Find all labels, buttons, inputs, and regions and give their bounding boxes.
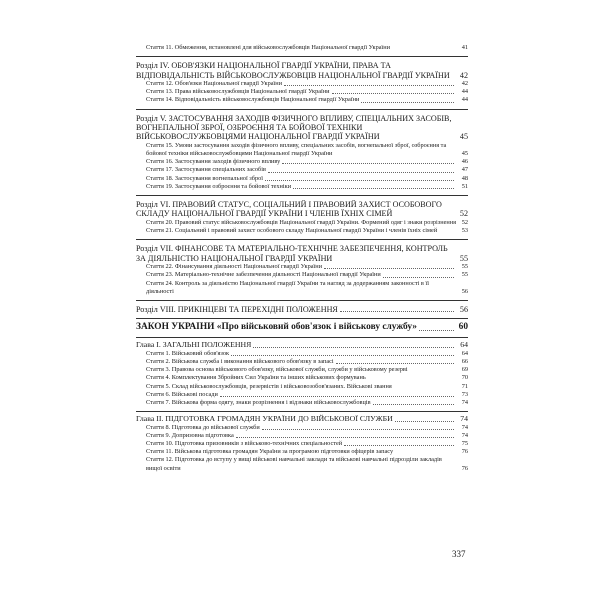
table-of-contents — [136, 44, 468, 473]
toc-article-text: Стаття 5. Склад військовослужбовців, резервістів і військовозобов'язаних. Військові звання — [146, 382, 392, 390]
toc-article — [136, 142, 468, 158]
toc-chapter-title: Глава I. ЗАГАЛЬНІ ПОЛОЖЕННЯ — [136, 340, 252, 350]
toc-section-7 — [136, 244, 468, 263]
toc-page-number: 44 — [461, 96, 468, 104]
dot-leader — [332, 93, 454, 94]
toc-article — [136, 183, 468, 191]
toc-page-number: 51 — [461, 182, 468, 190]
dot-leader — [236, 437, 454, 438]
toc-article — [136, 219, 468, 227]
dot-leader — [231, 355, 454, 356]
toc-page-number: 45 — [461, 150, 468, 158]
toc-chapter-1 — [136, 340, 468, 349]
toc-page-number: 74 — [461, 398, 468, 406]
toc-page-number: 42 — [459, 70, 468, 80]
toc-article-text: Стаття 21. Соціальний і правовий захист особового складу Національної гвардії України і членів їхніх сімей — [146, 227, 438, 235]
toc-article — [136, 374, 468, 382]
toc-article — [136, 440, 468, 448]
toc-page-number: 41 — [461, 44, 468, 51]
dot-leader — [383, 277, 454, 278]
section-divider — [136, 195, 468, 196]
toc-section-4 — [136, 61, 468, 80]
toc-page-number: 69 — [461, 366, 468, 374]
dot-leader — [284, 85, 454, 86]
toc-page-number: 64 — [461, 349, 468, 357]
section-divider — [136, 239, 468, 240]
toc-page-number: 44 — [461, 88, 468, 96]
toc-page-number: 71 — [461, 382, 468, 390]
section-divider — [136, 411, 468, 412]
toc-article — [136, 96, 468, 104]
toc-article — [136, 350, 468, 358]
toc-article-text: Стаття 18. Застосування вогнепальної зброї — [146, 174, 264, 182]
toc-page-number: 56 — [461, 287, 468, 295]
toc-article — [136, 263, 468, 271]
toc-article-text: Стаття 9. Допризовна підготовка — [146, 431, 234, 439]
toc-page-number: 52 — [461, 218, 468, 226]
toc-page-number: 75 — [461, 439, 468, 447]
dot-leader — [265, 180, 454, 181]
toc-section-8 — [136, 305, 468, 314]
toc-article — [136, 456, 468, 472]
toc-article-text: Стаття 22. Фінансування діяльності Національної гвардії України — [146, 263, 323, 271]
toc-page-number: 55 — [459, 253, 468, 263]
toc-page-number: 74 — [461, 423, 468, 431]
toc-article — [136, 158, 468, 166]
toc-page-number: 76 — [461, 464, 468, 472]
toc-article-text: Стаття 12. Підготовка до вступу у вищі військові навчальні заклади та військові навчальні підрозділи закладів вищої освіти — [146, 456, 442, 472]
toc-article-text: Стаття 11. Військова підготовка громадян України за програмою підготовки офіцерів запасу — [146, 448, 394, 456]
toc-page-number: 55 — [461, 271, 468, 279]
toc-article-text: Стаття 8. Підготовка до військової служби — [146, 423, 260, 431]
page-number: 337 — [452, 549, 466, 559]
dot-leader — [220, 396, 454, 397]
dot-leader — [253, 347, 454, 348]
toc-article-text: Стаття 15. Умови застосування заходів фізичного впливу, спеціальних засобів, вогнепальної зброї, озброєння та бойової техніки військовослужбовцями Національної гвардії України — [146, 141, 447, 158]
toc-page-number: 56 — [459, 304, 468, 314]
dot-leader — [340, 311, 454, 312]
toc-article — [136, 280, 468, 296]
dot-leader — [262, 429, 454, 430]
toc-article-text: Стаття 2. Військова служба і виконання військового обов'язку в запасі — [146, 357, 334, 365]
toc-article-text: Стаття 12. Обов'язки Національної гвардії України — [146, 80, 283, 88]
dot-leader — [344, 445, 454, 446]
toc-page-number: 47 — [461, 166, 468, 174]
toc-page-number: 52 — [459, 209, 468, 219]
toc-article-text: Стаття 11. Обмеження, встановлені для військовослужбовців Національної гвардії України — [146, 44, 391, 51]
toc-section-title: Розділ V. ЗАСТОСУВАННЯ ЗАХОДІВ ФІЗИЧНОГО ВПЛИВУ, СПЕЦІАЛЬНИХ ЗАСОБІВ, ВОГНЕПАЛЬНОЇ ЗБРОЇ, ОЗБРОЄННЯ ТА БОЙОВОЇ ТЕХНІКИ ВІЙСЬКОВОСЛУЖБОВЦЯМИ НАЦІОНАЛЬНОЇ ГВАРДІЇ УКРАЇНИ — [136, 113, 452, 142]
toc-page-number: 55 — [461, 263, 468, 271]
section-divider — [136, 300, 468, 301]
toc-page-number: 42 — [461, 80, 468, 88]
toc-article-text: Стаття 10. Підготовка призовників з військово-технічних спеціальностей — [146, 439, 343, 447]
dot-leader — [336, 363, 454, 364]
toc-article-text: Стаття 4. Комплектування Збройних Сил України та інших військових формувань — [146, 374, 366, 382]
toc-article — [136, 271, 468, 279]
toc-page-number: 53 — [461, 227, 468, 235]
toc-page-number: 46 — [461, 158, 468, 166]
toc-chapter-title: Глава II. ПІДГОТОВКА ГРОМАДЯН УКРАЇНИ ДО ВІЙСЬКОВОЇ СЛУЖБИ — [136, 414, 393, 424]
dot-leader — [293, 188, 454, 189]
dot-leader — [268, 172, 454, 173]
toc-page-number: 45 — [459, 132, 468, 142]
toc-article-text: Стаття 13. Права військовослужбовців Національної гвардії України — [146, 88, 330, 96]
section-divider — [136, 318, 468, 319]
toc-page-number: 66 — [461, 357, 468, 365]
toc-article-11-restrictions — [136, 44, 468, 52]
toc-article-text: Стаття 3. Правова основа військового обов'язку, військової служби, служби у військовому резерві — [146, 366, 408, 374]
toc-article — [136, 383, 468, 391]
toc-section-6 — [136, 200, 468, 219]
toc-article — [136, 88, 468, 96]
toc-chapter-2 — [136, 414, 468, 423]
dot-leader — [419, 330, 454, 331]
toc-article-text: Стаття 1. Військовий обов'язок — [146, 349, 230, 357]
toc-page-number: 60 — [458, 322, 468, 333]
toc-section-title: Розділ IV. ОБОВ'ЯЗКИ НАЦІОНАЛЬНОЇ ГВАРДІЇ УКРАЇНИ, ПРАВА ТА ВІДПОВІДАЛЬНІСТЬ ВІЙСЬКОВОСЛУЖБОВЦІВ НАЦІОНАЛЬНОЇ ГВАРДІЇ УКРАЇНИ — [136, 61, 450, 80]
toc-article-text: Стаття 24. Контроль за діяльністю Національної гвардії України та нагляд за додержанням законності в її діяльності — [146, 279, 429, 295]
dot-leader — [373, 404, 454, 405]
toc-article — [136, 366, 468, 374]
toc-article-text: Стаття 14. Відповідальність військовослужбовців Національної гвардії України — [146, 96, 360, 104]
toc-section-5 — [136, 114, 468, 142]
toc-law-title — [136, 322, 468, 333]
toc-article-text: Стаття 16. Застосування заходів фізичного впливу — [146, 158, 281, 166]
dot-leader — [324, 268, 454, 269]
toc-article-text: Стаття 20. Правовий статус військовослужбовців Національної гвардії України. Формений одяг і знаки розрізнення — [146, 218, 457, 226]
toc-article — [136, 175, 468, 183]
toc-article — [136, 432, 468, 440]
toc-article-text: Стаття 17. Застосування спеціальних засобів — [146, 166, 266, 174]
toc-article — [136, 399, 468, 407]
toc-article — [136, 166, 468, 174]
toc-article — [136, 80, 468, 88]
toc-article — [136, 448, 468, 456]
toc-article — [136, 358, 468, 366]
toc-article — [136, 227, 468, 235]
dot-leader — [361, 102, 454, 103]
section-divider — [136, 56, 468, 57]
section-divider — [136, 337, 468, 338]
toc-article-text: Стаття 23. Матеріально-технічне забезпечення діяльності Національної гвардії України — [146, 271, 381, 279]
dot-leader — [282, 163, 454, 164]
toc-page-number: 73 — [461, 390, 468, 398]
toc-article-text: Стаття 19. Застосування озброєння та бойової техніки — [146, 182, 292, 190]
section-divider — [136, 109, 468, 110]
toc-article — [136, 391, 468, 399]
toc-page-number: 74 — [461, 431, 468, 439]
toc-section-title: Розділ VII. ФІНАНСОВЕ ТА МАТЕРІАЛЬНО-ТЕХНІЧНЕ ЗАБЕЗПЕЧЕННЯ, КОНТРОЛЬ ЗА ДІЯЛЬНІСТЮ НАЦІОНАЛЬНОЇ ГВАРДІЇ УКРАЇНИ — [136, 244, 448, 263]
toc-page-number: 76 — [461, 448, 468, 456]
toc-article-text: Стаття 7. Військова форма одягу, знаки розрізнення і відзнаки військовослужбовців — [146, 398, 371, 406]
dot-leader — [395, 421, 454, 422]
toc-page-number: 64 — [460, 340, 468, 350]
toc-page-number: 74 — [460, 414, 468, 424]
toc-section-title: Розділ VIII. ПРИКІНЦЕВІ ТА ПЕРЕХІДНІ ПОЛОЖЕННЯ — [136, 304, 338, 314]
toc-article — [136, 424, 468, 432]
toc-article-text: Стаття 6. Військові посади — [146, 390, 218, 398]
toc-section-title: Розділ VI. ПРАВОВИЙ СТАТУС, СОЦІАЛЬНИЙ І ПРАВОВИЙ ЗАХИСТ ОСОБОВОГО СКЛАДУ НАЦІОНАЛЬНОЇ ГВАРДІЇ УКРАЇНИ І ЧЛЕНІВ ЇХНІХ СІМЕЙ — [136, 200, 442, 219]
law-title-text: ЗАКОН УКРАЇНИ «Про військовий обов'язок і військову службу» — [136, 322, 417, 333]
toc-page-number: 70 — [461, 374, 468, 382]
toc-page-number: 48 — [461, 174, 468, 182]
